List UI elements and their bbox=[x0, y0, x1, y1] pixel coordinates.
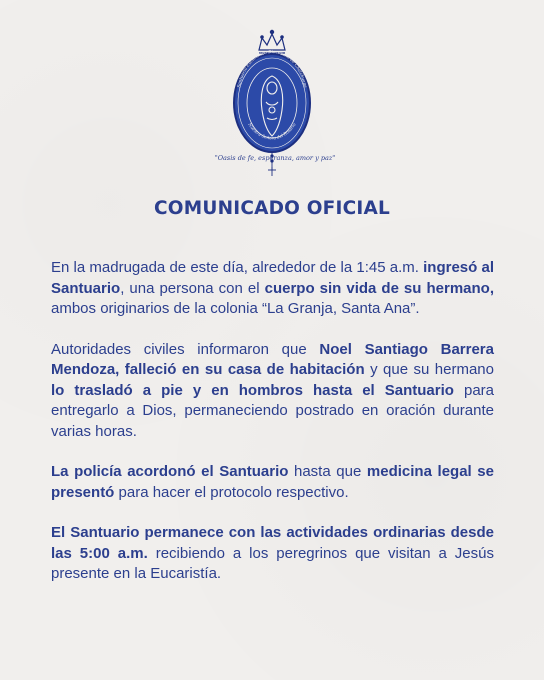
paragraph bbox=[51, 340, 494, 443]
logo-ring-text-top: Santuario Eucarístico Diocesano de Chalchuapa bbox=[235, 48, 309, 89]
paragraph bbox=[51, 258, 494, 320]
paragraph bbox=[51, 523, 494, 585]
communique-body bbox=[51, 258, 494, 605]
logo-ring-text-bottom: Nuestra Señora del Rosario bbox=[247, 122, 297, 141]
text: hasta que bbox=[288, 463, 367, 480]
bold-text: medicina legal se presentó bbox=[51, 463, 494, 501]
text: recibiendo a los peregrinos que visitan a Jesús presente en la Eucaristía. bbox=[51, 544, 494, 582]
bold-text: La policía acordonó el Santuario bbox=[51, 463, 289, 480]
logo-motto: "Oasis de fe, esperanza, amor y paz" bbox=[214, 154, 336, 162]
text: Autoridades civiles informaron que bbox=[51, 340, 320, 358]
bold-text: Noel Santiago Barrera Mendoza, falleció en su casa de habitación bbox=[51, 340, 494, 378]
paragraph bbox=[51, 462, 494, 503]
page-title: COMUNICADO OFICIAL bbox=[154, 198, 390, 219]
text: para hacer el protocolo respectivo. bbox=[114, 483, 349, 501]
bold-text: El Santuario permanece con las actividades ordinarias desde las 5:00 a.m. bbox=[51, 524, 494, 562]
text: ambos originarios de la colonia “La Granja, Santa Ana”. bbox=[51, 300, 420, 317]
bold-text: ingresó al Santuario bbox=[51, 259, 494, 297]
text: para entregarlo a Dios, permaneciendo postrado en oración durante varias horas. bbox=[51, 381, 494, 440]
bold-text: lo trasladó a pie y en hombros hasta el Santuario bbox=[51, 381, 454, 399]
text: En la madrugada de este día, alrededor de la 1:45 a.m. bbox=[51, 259, 424, 276]
text: , una persona con el bbox=[120, 279, 265, 297]
bold-text: cuerpo sin vida de su hermano, bbox=[264, 279, 494, 297]
text: y que su hermano bbox=[364, 361, 494, 378]
